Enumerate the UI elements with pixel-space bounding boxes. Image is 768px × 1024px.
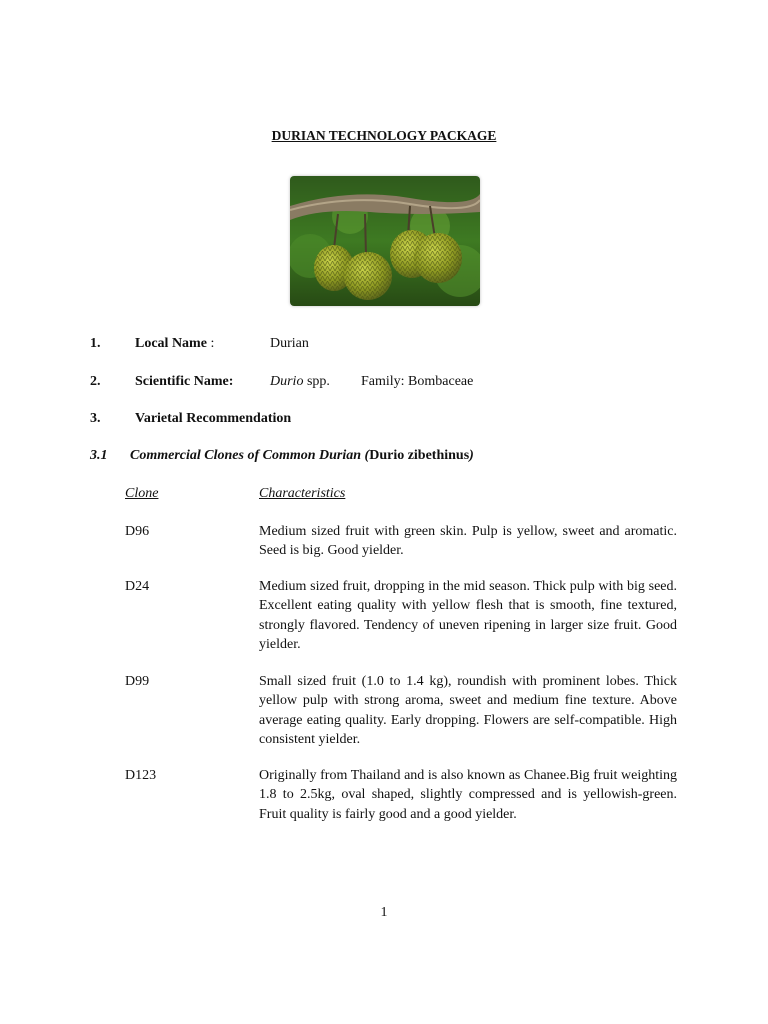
section-number: 3.1 [90, 448, 108, 463]
item-label: Local Name : [135, 336, 215, 351]
header-characteristics: Characteristics [259, 486, 346, 501]
item-value: Durian [270, 336, 309, 351]
clone-name: D24 [125, 579, 150, 594]
item-number: 1. [90, 336, 101, 351]
clone-description: Small sized fruit (1.0 to 1.4 kg), roundish with prominent lobes. Thick yellow pulp with strong aroma, sweet and medium fine texture. Above average eating quality. Early dropping. Flowers are self-compatible. High consistent yielder. [259, 674, 677, 747]
durian-fruits-icon [290, 176, 480, 306]
clone-name: D96 [125, 524, 150, 539]
clone-description: Medium sized fruit, dropping in the mid season. Thick pulp with big seed. Excellent eating quality with yellow flesh that is smooth, fine textured, strongly flavored. Tendency of uneven ripening in larger size fruit. Good yielder. [259, 579, 677, 652]
item-family: Family: Bombaceae [361, 374, 474, 389]
section-3-1-heading [90, 446, 474, 466]
section-title: Commercial Clones of Common Durian (Durio zibethinus) [130, 448, 474, 463]
document-title: DURIAN TECHNOLOGY PACKAGE [271, 128, 497, 143]
header-clone: Clone [125, 486, 159, 501]
item-label: Scientific Name: [135, 374, 234, 389]
item-value: Durio spp. [270, 374, 330, 389]
durian-photo [290, 176, 480, 306]
item-number: 2. [90, 374, 101, 389]
clone-description: Medium sized fruit with green skin. Pulp is yellow, sweet and aromatic. Seed is big. Good yielder. [259, 524, 677, 559]
item-number: 3. [90, 411, 101, 426]
clone-description: Originally from Thailand and is also known as Chanee.Big fruit weighting 1.8 to 2.5kg, oval shaped, slightly compressed and is yellowish-green. Fruit quality is fairly good and a good yielder. [259, 768, 677, 822]
item-label: Varietal Recommendation [135, 411, 292, 426]
clone-name: D123 [125, 768, 157, 783]
clone-name: D99 [125, 674, 150, 689]
page-number: 1 [380, 905, 388, 920]
